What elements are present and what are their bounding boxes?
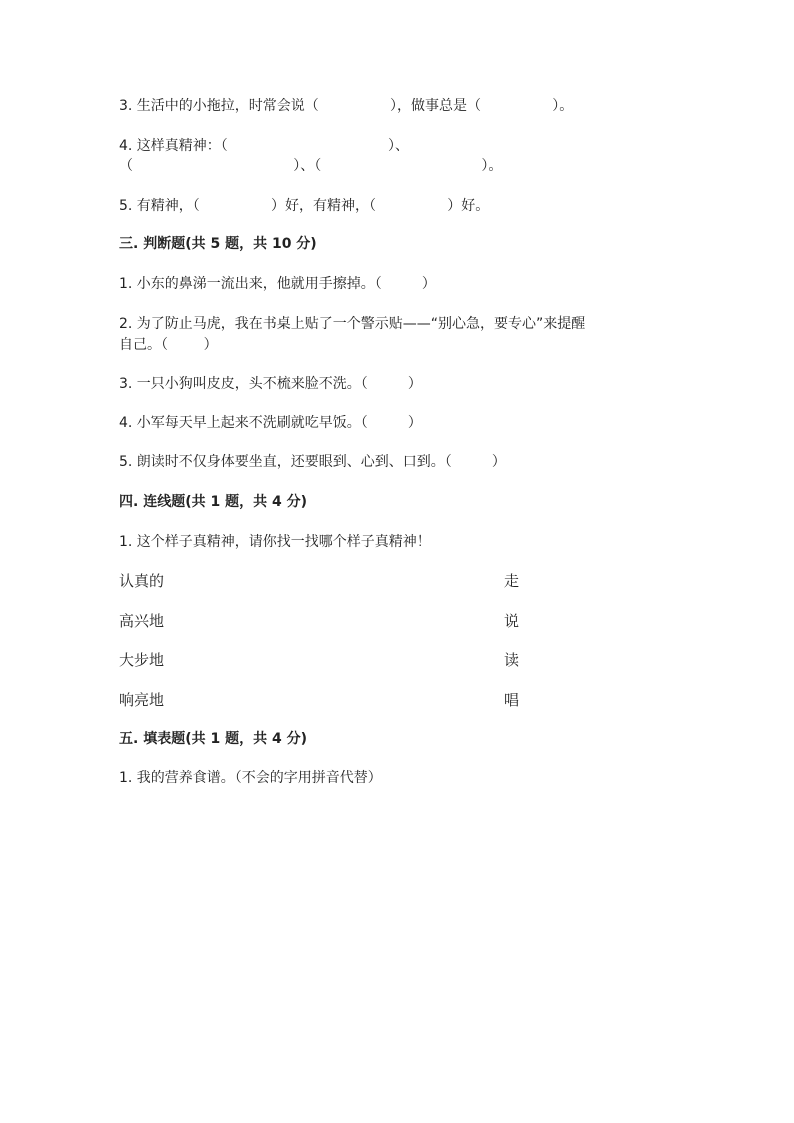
fill-question-4-line-2: （ ）、（ ）。 xyxy=(119,158,503,174)
judge-section-heading: 三. 判断题(共 5 题，共 10 分) xyxy=(119,236,317,252)
match-right-item-4: 唱 xyxy=(504,691,520,709)
match-section-heading: 四. 连线题(共 1 题，共 4 分) xyxy=(119,494,307,510)
fill-question-3: 3. 生活中的小拖拉，时常会说（ ），做事总是（ ）。 xyxy=(119,98,574,114)
table-question: 1. 我的营养食谱。（不会的字用拼音代替） xyxy=(119,770,382,786)
judge-question-3: 3. 一只小狗叫皮皮，头不梳来脸不洗。（ ） xyxy=(119,376,422,392)
judge-question-5: 5. 朗读时不仅身体要坐直，还要眼到、心到、口到。（ ） xyxy=(119,454,506,470)
match-right-item-1: 走 xyxy=(504,572,520,590)
table-section-heading: 五. 填表题(共 1 题，共 4 分) xyxy=(119,731,307,747)
fill-question-5: 5. 有精神，（ ）好，有精神，（ ）好。 xyxy=(119,198,490,214)
judge-question-2-line-2: 自己。（ ） xyxy=(119,337,218,353)
judge-question-1: 1. 小东的鼻涕一流出来，他就用手擦掉。（ ） xyxy=(119,276,436,292)
match-right-item-3: 读 xyxy=(504,651,520,669)
judge-question-4: 4. 小军每天早上起来不洗刷就吃早饭。（ ） xyxy=(119,415,422,431)
judge-question-2-line-1: 2. 为了防止马虎，我在书桌上贴了一个警示贴——“别心急，要专心”来提醒 xyxy=(119,316,586,332)
match-left-item-2: 高兴地 xyxy=(119,612,165,630)
match-right-item-2: 说 xyxy=(504,612,520,630)
match-left-item-3: 大步地 xyxy=(119,651,165,669)
fill-question-4-line-1: 4. 这样真精神：（ ）、 xyxy=(119,138,410,154)
match-left-item-4: 响亮地 xyxy=(119,691,165,709)
match-question: 1. 这个样子真精神，请你找一找哪个样子真精神！ xyxy=(119,534,431,550)
match-left-item-1: 认真的 xyxy=(119,572,165,590)
